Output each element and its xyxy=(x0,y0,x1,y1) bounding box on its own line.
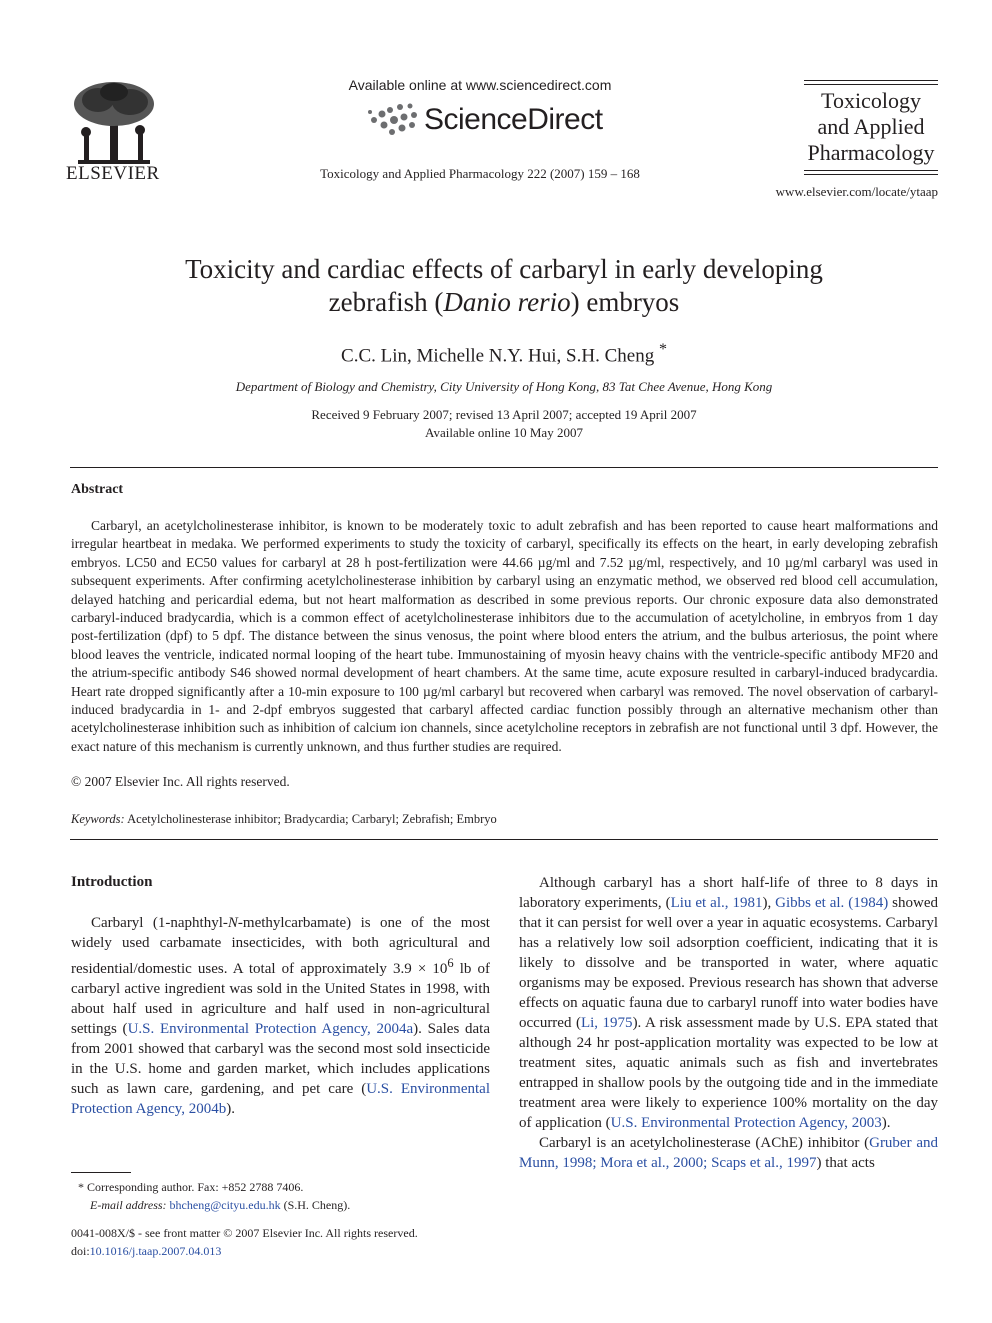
title-line-2: zebrafish (Danio rerio) embryos xyxy=(328,287,680,317)
abstract-text: Carbaryl, an acetylcholinesterase inhibitor, is known to be moderately toxic to adult zebrafish and has been reported to cause heart malformations and irregular heartbeat in medaka. We performed experiments to study the toxicity of carbaryl, specifically its effects on the heart, in early developing zebrafish embryos. LC50 and EC50 values for carbaryl at 28 h post-fertilization were 44.66 µg/ml and 7.52 µg/ml, respectively, and 10 µg/ml carbaryl was used in subsequent experiments. After confirming acetylcholinesterase inhibition by carbaryl using an enzymatic method, we observed red blood cell accumulation, delayed hatching and pericardial edema, but not heart malformation as described in some previous reports. Our chronic exposure data also demonstrated carbaryl-induced bradycardia, which is a common effect of acetylcholinesterase inhibitors due to the accumulation of acetylcholine, in embryos from 1 day post-fertilization (dpf) to 5 dpf. The distance between the sinus venosus, the point where blood enters the atrium, and the bulbus arteriosus, the point where blood leaves the ventricle, indicated normal looping of the heart tube. Immunostaining of myosin heavy chains with the ventricle-specific antibody MF20 and the atrium-specific antibody S46 showed normal development of heart chambers. At the same time, acute exposure resulted in carbaryl-induced bradycardia. Heart rate dropped significantly after a 10-min exposure to 100 µg/ml carbaryl but recovered when carbaryl was removed. The novel observation of carbaryl-induced bradycardia in 1- and 2-dpf embryos suggested that carbaryl affected cardiac function possibly through an alternative mechanism other than acetylcholinesterase inhibition such as inhibition of calcium ion channels, since acetylcholine receptors in zebrafish are not functional until 3 dpf. However, the exact nature of this mechanism is currently unknown, and thus further studies are required. xyxy=(71,518,938,754)
journal-box-line: and Applied xyxy=(817,114,925,139)
article-title xyxy=(100,253,908,319)
abstract-heading: Abstract xyxy=(71,482,124,497)
elsevier-tree-logo xyxy=(68,80,160,166)
sciencedirect-wordmark: ScienceDirect xyxy=(424,103,603,136)
doi-link[interactable]: 10.1016/j.taap.2007.04.013 xyxy=(89,1244,222,1258)
introduction-heading: Introduction xyxy=(71,874,153,890)
citation-link[interactable]: U.S. Environmental Protection Agency, 2004a xyxy=(127,1021,414,1037)
affiliation: Department of Biology and Chemistry, City University of Hong Kong, 83 Tat Chee Avenue, Hong Kong xyxy=(235,379,773,394)
citation-link[interactable]: Gibbs et al. (1984) xyxy=(775,895,889,911)
citation-link[interactable]: Liu et al., 1981 xyxy=(670,895,763,911)
abstract-copyright: © 2007 Elsevier Inc. All rights reserved. xyxy=(71,774,290,789)
corresponding-author-mark[interactable]: * xyxy=(658,341,667,358)
journal-box-line: Pharmacology xyxy=(807,140,935,165)
journal-box-top-rule xyxy=(804,80,938,81)
divider-top xyxy=(70,467,938,468)
intro-paragraph-1: Carbaryl (1-naphthyl-N-methylcarbamate) is one of the most widely used carbamate insecticides, with both agricultural and residential/domestic uses. A total of approximately $3.9 \times 10^6$ lb of carbaryl active ingredient was sold in the United States in 1998, with about half used in agriculture and half used in non-agricultural settings (U.S. Environmental Protection Agency, 2004a). Sales data from 2001 showed that carbaryl was the second most sold insecticide in the U.S. home and garden market, which includes applications such as lawn care, gardening, and pet care (U.S. Environmental Protection Agency, 2004b). xyxy=(71,915,490,1117)
elsevier-wordmark: ELSEVIER xyxy=(66,163,160,184)
intro-paragraph-2: Although carbaryl has a short half-life of three to 8 days in laboratory experiments, (Liu et al., 1981), Gibbs et al. (1984) showed that it can persist for well over a year in aquatic ecosystems. Carbaryl has a relatively low soil adsorption coefficient, indicating that it is likely to dissolve and be transported in water, where aquatic organisms may be exposed. Previous research has shown that adverse effects on aquatic fauna due to carbaryl runoff into water bodies have occurred (Li, 1975). A risk assessment made by U.S. EPA stated that although 24 hr post-application mortality was expected to be low at treatment sites, aquatic animals such as fish and invertebrates entrapped in shallow pools by the outgoing tide and in the immediate treatment area were likely to experience 100% mortality on the day of application (U.S. Environmental Protection Agency, 2003). xyxy=(519,875,939,1131)
footer-issn: 0041-008X/$ - see front matter © 2007 Elsevier Inc. All rights reserved. doi:10.1016/j.taap.2007.04.013 xyxy=(71,1226,418,1258)
journal-url[interactable]: www.elsevier.com/locate/ytaap xyxy=(775,184,938,199)
intro-paragraph-3: Carbaryl is an acetylcholinesterase (AChE) inhibitor (Gruber and Munn, 1998; Mora et al., 2000; Scaps et al., 1997) that acts xyxy=(519,1135,939,1171)
authors: C.C. Lin, Michelle N.Y. Hui, S.H. Cheng * xyxy=(341,341,667,367)
left-column xyxy=(71,913,490,1119)
article-dates: Received 9 February 2007; revised 13 April 2007; accepted 19 April 2007 Available online 10 May 2007 xyxy=(311,407,697,440)
available-online-text[interactable]: Available online at www.sciencedirect.com xyxy=(348,77,612,93)
footnote: * Corresponding author. Fax: +852 2788 7406. E-mail address: bhcheng@cityu.edu.hk (S.H. Cheng). xyxy=(78,1180,351,1212)
sciencedirect-dots-icon xyxy=(364,98,424,138)
divider-bottom xyxy=(70,839,938,840)
right-column xyxy=(519,873,938,1173)
title-line-1: Toxicity and cardiac effects of carbaryl in early developing xyxy=(185,254,823,284)
citation-link[interactable]: U.S. Environmental Protection Agency, 2003 xyxy=(610,1115,882,1131)
citation-link[interactable]: U.S. Environmental Protection Agency, 2004b xyxy=(71,1081,490,1117)
journal-box-bottom-rule-2 xyxy=(804,174,938,175)
journal-box-bottom-rule xyxy=(804,170,938,171)
journal-box-line: Toxicology xyxy=(821,88,921,113)
keywords: Keywords: Acetylcholinesterase inhibitor; Bradycardia; Carbaryl; Zebrafish; Embryo xyxy=(71,812,497,826)
citation-link[interactable]: Gruber and Munn, 1998; Mora et al., 2000; Scaps et al., 1997 xyxy=(519,1135,939,1171)
citation-link[interactable]: Li, 1975 xyxy=(580,1015,633,1031)
journal-box-top-rule-2 xyxy=(804,84,938,85)
email-link[interactable]: bhcheng@cityu.edu.hk xyxy=(169,1198,281,1212)
footnote-rule xyxy=(71,1172,131,1173)
corresponding-author-note: * Corresponding author. Fax: +852 2788 7406. xyxy=(78,1180,304,1194)
journal-box-title xyxy=(804,88,938,166)
journal-citation: Toxicology and Applied Pharmacology 222 (2007) 159 – 168 xyxy=(320,166,640,181)
